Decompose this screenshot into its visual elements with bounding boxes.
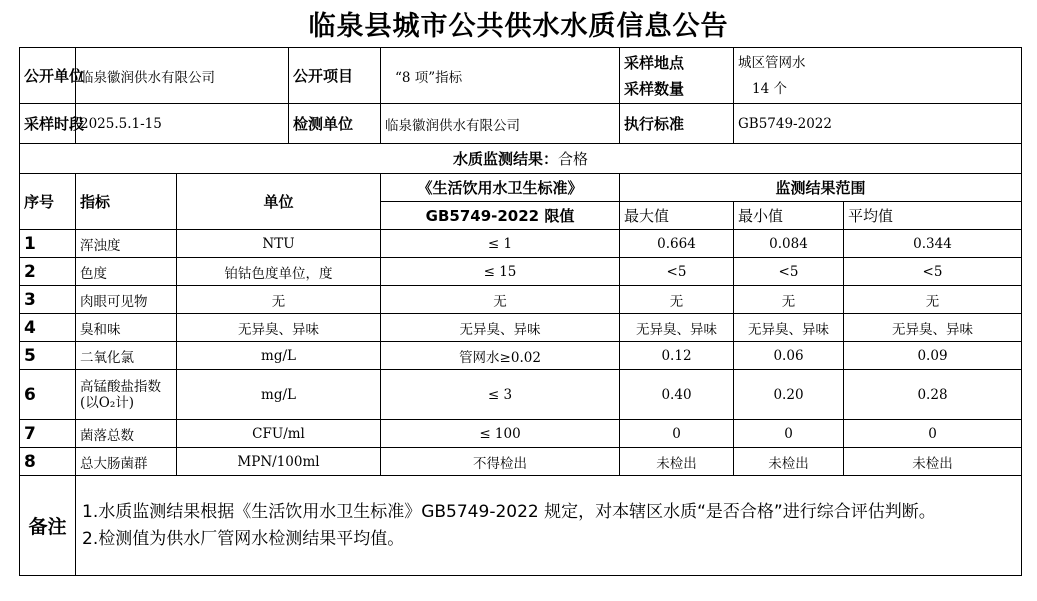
row-avg: 0.28 bbox=[844, 370, 1022, 420]
row-max: 未检出 bbox=[620, 448, 734, 476]
row-indicator: 高锰酸盐指数(以O₂计) bbox=[76, 370, 177, 420]
count-label: 采样数量 bbox=[624, 79, 685, 98]
header-row-1 bbox=[20, 174, 1022, 202]
row-max: 0 bbox=[620, 420, 734, 448]
table-row bbox=[20, 258, 1022, 286]
result-row bbox=[20, 144, 1022, 174]
item-label: 公开项目 bbox=[289, 48, 381, 104]
row-indicator: 色度 bbox=[76, 258, 177, 286]
lab-label: 检测单位 bbox=[289, 104, 381, 144]
row-min: 无异臭、异味 bbox=[734, 314, 844, 342]
info-row-1 bbox=[20, 48, 1022, 104]
row-min: 无 bbox=[734, 286, 844, 314]
row-seq: 1 bbox=[20, 230, 76, 258]
row-unit: 铂钴色度单位，度 bbox=[177, 258, 381, 286]
row-unit: NTU bbox=[177, 230, 381, 258]
row-limit: 不得检出 bbox=[381, 448, 620, 476]
publisher-value: 临泉徽润供水有限公司 bbox=[76, 48, 289, 104]
remarks-label: 备注 bbox=[20, 476, 76, 576]
row-indicator: 浑浊度 bbox=[76, 230, 177, 258]
site-label: 采样地点 bbox=[624, 53, 685, 72]
row-unit: CFU/ml bbox=[177, 420, 381, 448]
water-quality-table bbox=[19, 47, 1022, 576]
standard-label: 执行标准 bbox=[620, 104, 734, 144]
header-avg: 平均值 bbox=[844, 202, 1022, 230]
row-avg: 0 bbox=[844, 420, 1022, 448]
row-seq: 4 bbox=[20, 314, 76, 342]
row-indicator: 总大肠菌群 bbox=[76, 448, 177, 476]
row-limit: ≤ 3 bbox=[381, 370, 620, 420]
row-min: 0 bbox=[734, 420, 844, 448]
remarks-text bbox=[76, 476, 1022, 576]
remark-note-2: 2.检测值为供水厂管网水检测结果平均值。 bbox=[82, 528, 405, 549]
row-limit: 无 bbox=[381, 286, 620, 314]
row-avg: 无异臭、异味 bbox=[844, 314, 1022, 342]
row-max: 0.664 bbox=[620, 230, 734, 258]
row-avg: 无 bbox=[844, 286, 1022, 314]
row-seq: 2 bbox=[20, 258, 76, 286]
page-title: 临泉县城市公共供水水质信息公告 bbox=[308, 11, 729, 42]
row-min: 0.20 bbox=[734, 370, 844, 420]
item-value: “8 项”指标 bbox=[381, 48, 620, 104]
row-min: 未检出 bbox=[734, 448, 844, 476]
standard-value: GB5749-2022 bbox=[734, 104, 1022, 144]
row-seq: 8 bbox=[20, 448, 76, 476]
row-seq: 6 bbox=[20, 370, 76, 420]
row-indicator: 二氧化氯 bbox=[76, 342, 177, 370]
row-unit: 无异臭、异味 bbox=[177, 314, 381, 342]
row-max: 0.12 bbox=[620, 342, 734, 370]
row-min: <5 bbox=[734, 258, 844, 286]
row-min: 0.06 bbox=[734, 342, 844, 370]
info-row-2 bbox=[20, 104, 1022, 144]
count-value: 14 个 bbox=[752, 80, 787, 97]
row-seq: 5 bbox=[20, 342, 76, 370]
row-min: 0.084 bbox=[734, 230, 844, 258]
site-count-values bbox=[734, 48, 1022, 104]
header-standard-line2: GB5749-2022 限值 bbox=[381, 202, 620, 230]
header-seq: 序号 bbox=[20, 174, 76, 230]
row-limit: ≤ 100 bbox=[381, 420, 620, 448]
row-max: <5 bbox=[620, 258, 734, 286]
row-indicator: 菌落总数 bbox=[76, 420, 177, 448]
row-unit: mg/L bbox=[177, 342, 381, 370]
site-value: 城区管网水 bbox=[738, 54, 806, 71]
row-unit: MPN/100ml bbox=[177, 448, 381, 476]
row-avg: 0.344 bbox=[844, 230, 1022, 258]
result-value: 合格 bbox=[558, 150, 589, 168]
table-row bbox=[20, 342, 1022, 370]
row-seq: 3 bbox=[20, 286, 76, 314]
lab-value: 临泉徽润供水有限公司 bbox=[381, 104, 620, 144]
row-limit: ≤ 15 bbox=[381, 258, 620, 286]
table-row bbox=[20, 420, 1022, 448]
row-avg: 0.09 bbox=[844, 342, 1022, 370]
period-value: 2025.5.1-15 bbox=[76, 104, 289, 144]
row-unit: mg/L bbox=[177, 370, 381, 420]
row-max: 0.40 bbox=[620, 370, 734, 420]
table-row bbox=[20, 230, 1022, 258]
publisher-label: 公开单位 bbox=[20, 48, 76, 104]
remark-note-1: 1.水质监测结果根据《生活饮用水卫生标准》GB5749-2022 规定，对本辖区水质“是否合格”进行综合评估判断。 bbox=[82, 501, 936, 522]
header-unit: 单位 bbox=[177, 174, 381, 230]
result-cell bbox=[20, 144, 1022, 174]
header-max: 最大值 bbox=[620, 202, 734, 230]
row-limit: 无异臭、异味 bbox=[381, 314, 620, 342]
row-indicator: 肉眼可见物 bbox=[76, 286, 177, 314]
remarks-row bbox=[20, 476, 1022, 576]
header-range: 监测结果范围 bbox=[620, 174, 1022, 202]
table-row bbox=[20, 370, 1022, 420]
result-label: 水质监测结果： bbox=[452, 150, 558, 168]
row-avg: 未检出 bbox=[844, 448, 1022, 476]
row-seq: 7 bbox=[20, 420, 76, 448]
row-max: 无异臭、异味 bbox=[620, 314, 734, 342]
table-row bbox=[20, 314, 1022, 342]
header-min: 最小值 bbox=[734, 202, 844, 230]
header-indicator: 指标 bbox=[76, 174, 177, 230]
row-indicator: 臭和味 bbox=[76, 314, 177, 342]
row-limit: ≤ 1 bbox=[381, 230, 620, 258]
period-label: 采样时段 bbox=[20, 104, 76, 144]
row-avg: <5 bbox=[844, 258, 1022, 286]
row-unit: 无 bbox=[177, 286, 381, 314]
site-count-labels bbox=[620, 48, 734, 104]
header-standard-line1: 《生活饮用水卫生标准》 bbox=[381, 174, 620, 202]
table-row bbox=[20, 448, 1022, 476]
row-max: 无 bbox=[620, 286, 734, 314]
row-limit: 管网水≥0.02 bbox=[381, 342, 620, 370]
table-row bbox=[20, 286, 1022, 314]
